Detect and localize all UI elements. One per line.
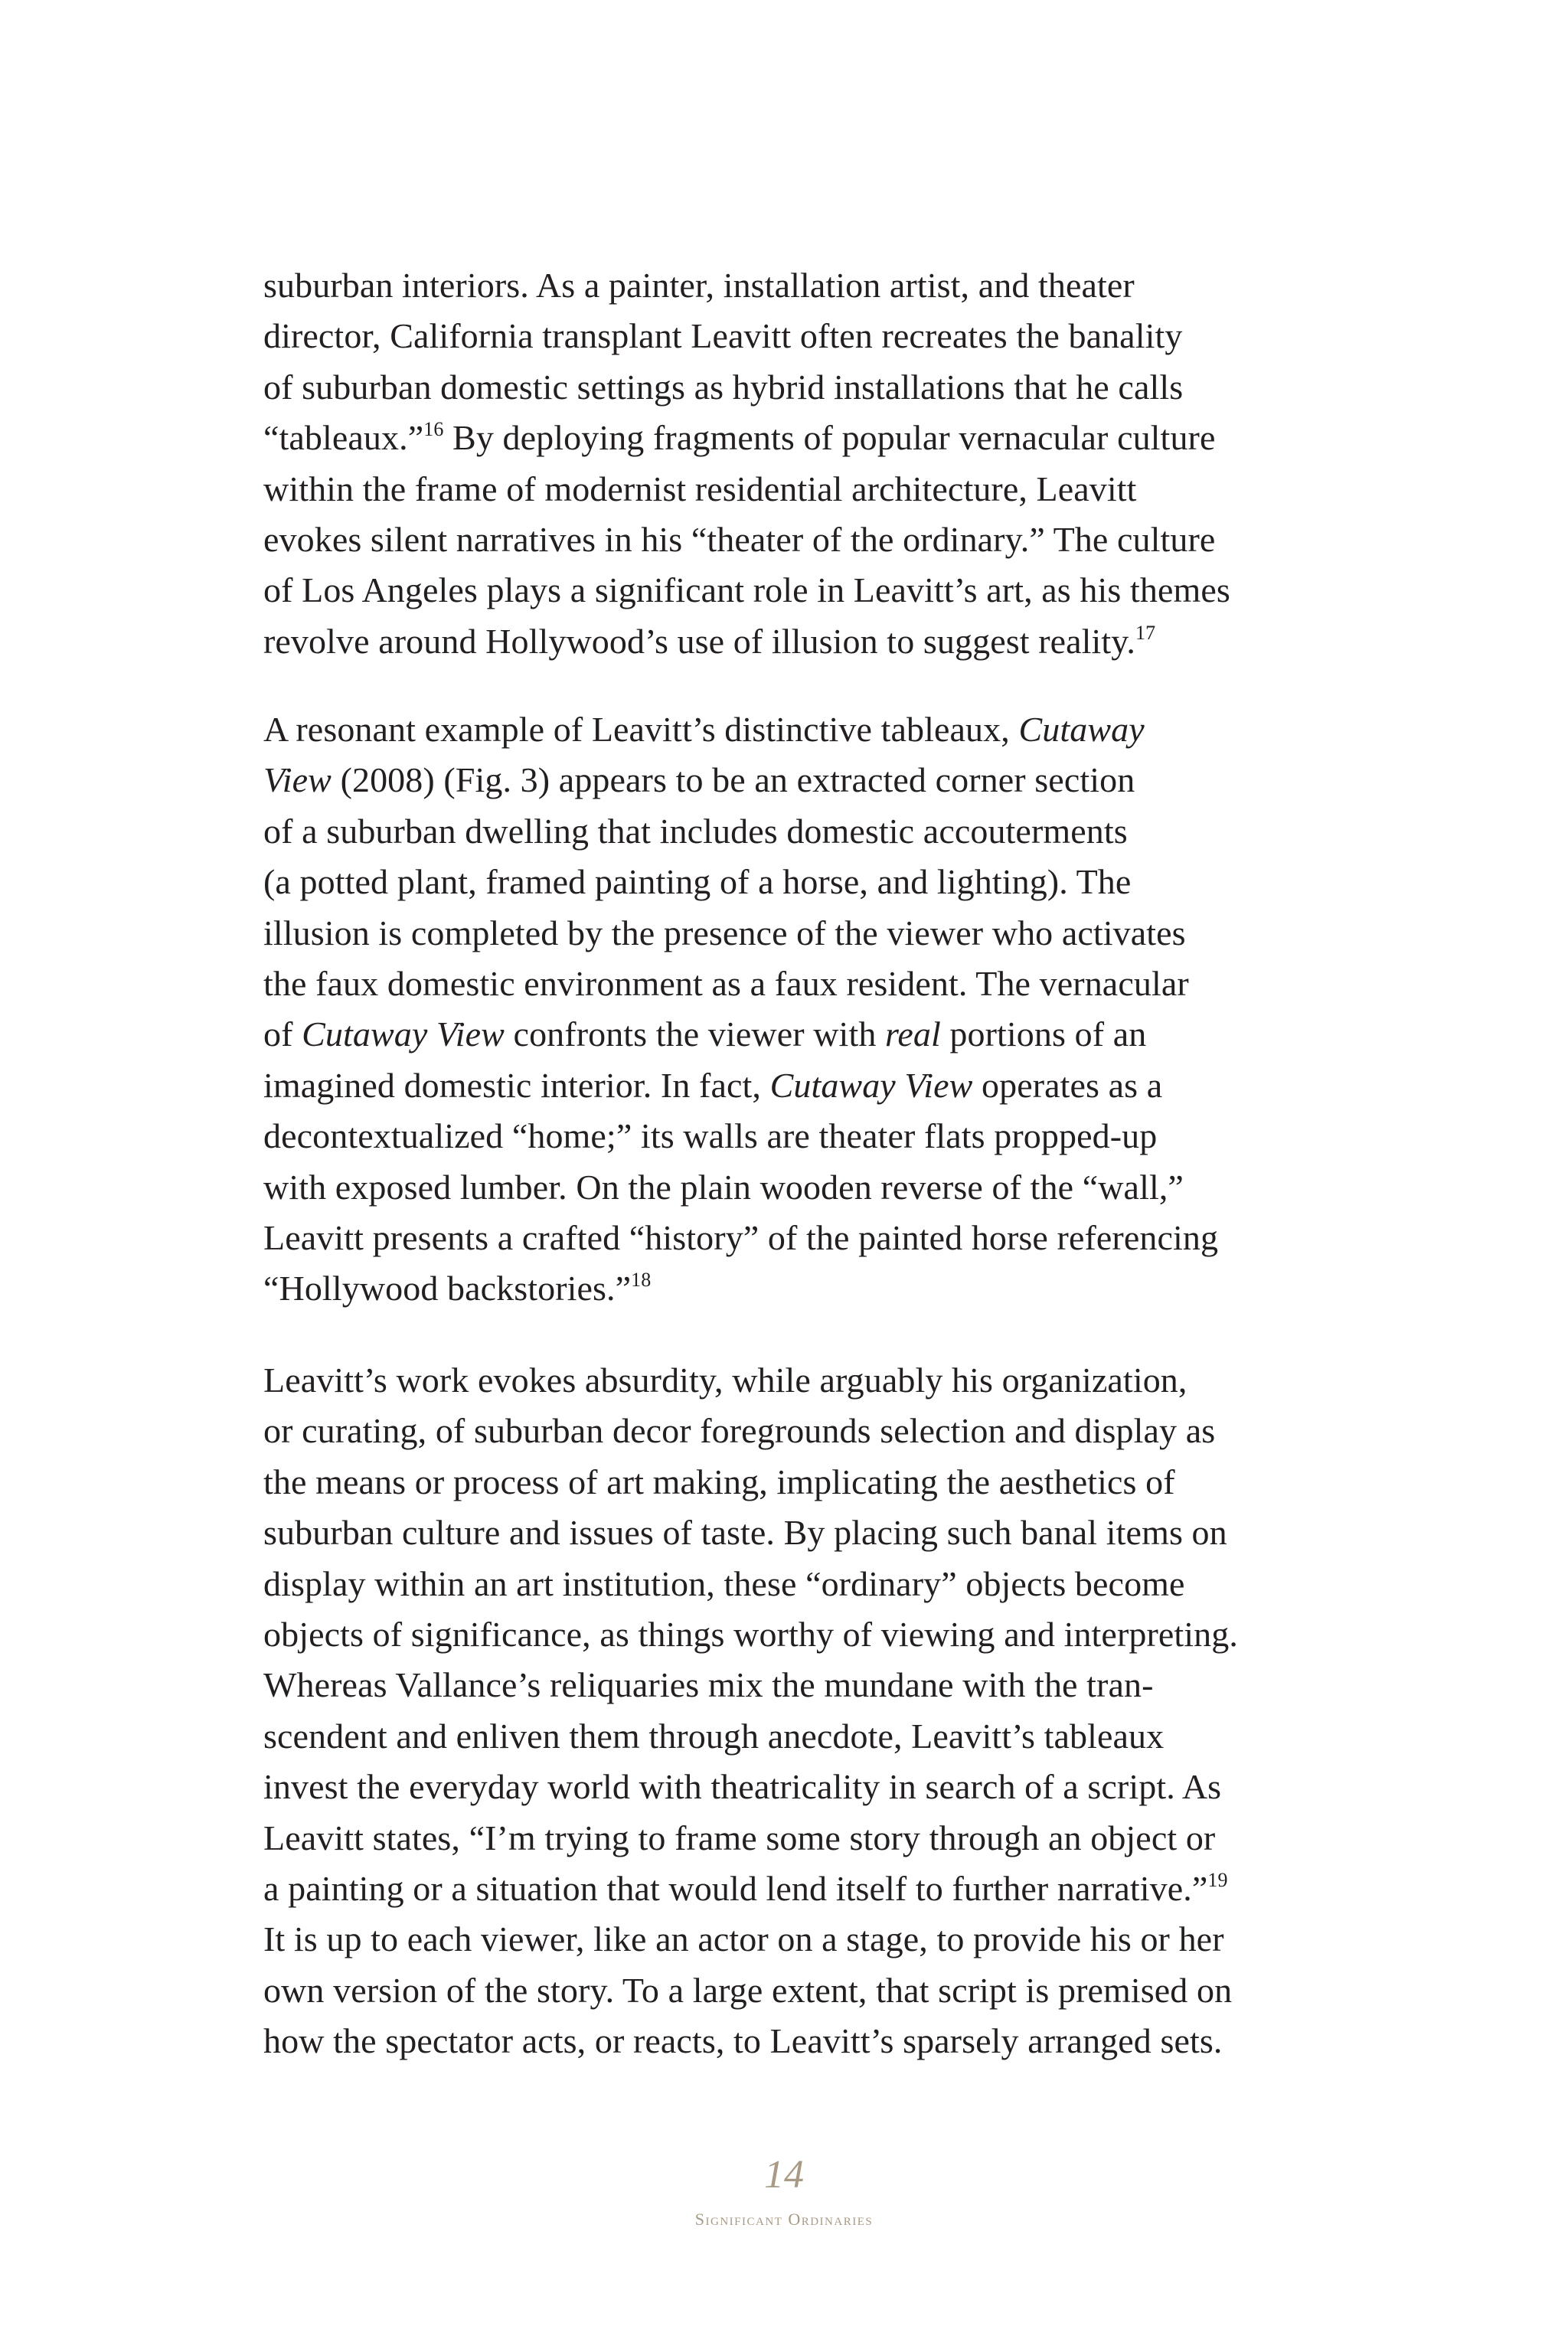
text-run: evokes silent narratives in his “theater of the ordinary.” The culture xyxy=(263,520,1216,559)
text-run: By deploying fragments of popular vernacular culture xyxy=(443,418,1216,458)
text-line xyxy=(263,760,1135,800)
running-title: Significant Ordinaries xyxy=(694,2210,874,2229)
text-line xyxy=(263,621,1156,661)
text-run: portions of an xyxy=(940,1014,1147,1054)
text-run: It is up to each viewer, like an actor on a stage, to provide his or her xyxy=(263,1919,1224,1959)
text-line xyxy=(263,966,1189,1001)
text-line xyxy=(263,318,1182,354)
text-line xyxy=(263,420,1215,456)
text-line xyxy=(263,1413,1215,1449)
text-line xyxy=(263,1563,1185,1603)
text-line xyxy=(263,1462,1175,1501)
text-line xyxy=(263,1271,651,1306)
text-line xyxy=(263,1716,1165,1756)
text-line xyxy=(263,1617,1238,1652)
text-run: Leavitt’s work evokes absurdity, while arguably his organization, xyxy=(263,1361,1187,1400)
text-run: the faux domestic environment as a faux resident. The vernacular xyxy=(263,964,1189,1003)
footnote-marker: 16 xyxy=(423,418,444,441)
text-run: display within an art institution, these “ordinary” objects become xyxy=(263,1563,1185,1603)
text-run: how the spectator acts, or reacts, to Leavitt’s sparsely arranged sets. xyxy=(263,2021,1223,2061)
text-run: (a potted plant, framed painting of a horse, and lighting). The xyxy=(263,862,1132,902)
italic-text: Cutaway xyxy=(1018,710,1145,749)
text-line xyxy=(263,1769,1221,1805)
footnote-marker: 19 xyxy=(1207,1869,1228,1891)
text-run: suburban culture and issues of taste. By placing such banal items on xyxy=(263,1513,1227,1553)
italic-text: real xyxy=(885,1014,941,1054)
text-run: director, California transplant Leavitt often recreates the banality xyxy=(263,316,1183,356)
text-run: operates as a xyxy=(972,1065,1163,1105)
text-line xyxy=(263,268,1135,303)
text-run: Whereas Vallance’s reliquaries mix the mundane with the tran- xyxy=(263,1665,1154,1705)
footnote-marker: 17 xyxy=(1135,621,1156,644)
text-line xyxy=(263,1871,1228,1906)
text-run: of Los Angeles plays a significant role in Leavitt’s art, as his themes xyxy=(263,570,1230,610)
text-run: invest the everyday world with theatricality in search of a script. As xyxy=(263,1767,1222,1807)
page-number: 14 xyxy=(764,2153,804,2197)
text-run: own version of the story. To a large extent, that script is premised on xyxy=(263,1970,1233,2010)
text-run: scendent and enliven them through anecdote, Leavitt’s tableaux xyxy=(263,1716,1165,1756)
text-run: a painting or a situation that would lend itself to further narrative.” xyxy=(263,1869,1208,1908)
text-line xyxy=(263,469,1137,508)
text-run: objects of significance, as things worthy of viewing and interpreting. xyxy=(263,1615,1238,1654)
text-line xyxy=(263,1116,1158,1156)
text-line xyxy=(263,1513,1227,1553)
text-line xyxy=(263,712,1145,747)
text-line xyxy=(263,1665,1154,1705)
text-run: “Hollywood backstories.” xyxy=(263,1269,632,1308)
text-run: A resonant example of Leavitt’s distinctive tableaux, xyxy=(263,710,1019,749)
text-line xyxy=(263,811,1128,851)
text-run: of suburban domestic settings as hybrid installations that he calls xyxy=(263,367,1184,407)
text-run: or curating, of suburban decor foregrounds selection and display as xyxy=(263,1411,1216,1451)
text-line xyxy=(263,1065,1163,1105)
text-line xyxy=(263,1970,1233,2010)
text-run: Leavitt presents a crafted “history” of the painted horse referencing xyxy=(263,1218,1219,1257)
text-line xyxy=(263,1014,1147,1054)
text-line xyxy=(263,2021,1223,2061)
italic-text: View xyxy=(263,760,332,800)
text-run: decontextualized “home;” its walls are theater flats propped-up xyxy=(263,1116,1158,1156)
text-run: Leavitt states, “I’m trying to frame some story through an object or xyxy=(263,1818,1216,1857)
text-run: revolve around Hollywood’s use of illusion to suggest reality. xyxy=(263,621,1135,661)
text-run: “tableaux.” xyxy=(263,418,424,458)
text-line xyxy=(263,522,1215,557)
text-run: imagined domestic interior. In fact, xyxy=(263,1065,770,1105)
text-run: illusion is completed by the presence of the viewer who activates xyxy=(263,913,1186,952)
text-run: within the frame of modernist residential architecture, Leavitt xyxy=(263,469,1137,508)
footnote-marker: 18 xyxy=(631,1269,652,1292)
text-line xyxy=(263,1167,1184,1207)
text-run: with exposed lumber. On the plain wooden reverse of the “wall,” xyxy=(263,1167,1184,1207)
italic-text: Cutaway View xyxy=(769,1065,973,1105)
text-line xyxy=(263,864,1131,900)
text-line xyxy=(263,570,1230,610)
text-run: (2008) (Fig. 3) appears to be an extracted corner section xyxy=(331,760,1135,800)
text-line xyxy=(263,1919,1224,1959)
text-run: confronts the viewer with xyxy=(504,1014,886,1054)
text-line xyxy=(263,1363,1187,1398)
text-line xyxy=(263,367,1184,407)
italic-text: Cutaway View xyxy=(302,1014,505,1054)
text-run: suburban interiors. As a painter, installation artist, and theater xyxy=(263,266,1135,305)
text-run: of a suburban dwelling that includes domestic accouterments xyxy=(263,811,1128,851)
text-run: of xyxy=(263,1014,302,1054)
text-run: the means or process of art making, implicating the aesthetics of xyxy=(263,1462,1175,1501)
text-line xyxy=(263,1818,1216,1857)
text-line xyxy=(263,913,1186,952)
text-line xyxy=(263,1220,1218,1256)
